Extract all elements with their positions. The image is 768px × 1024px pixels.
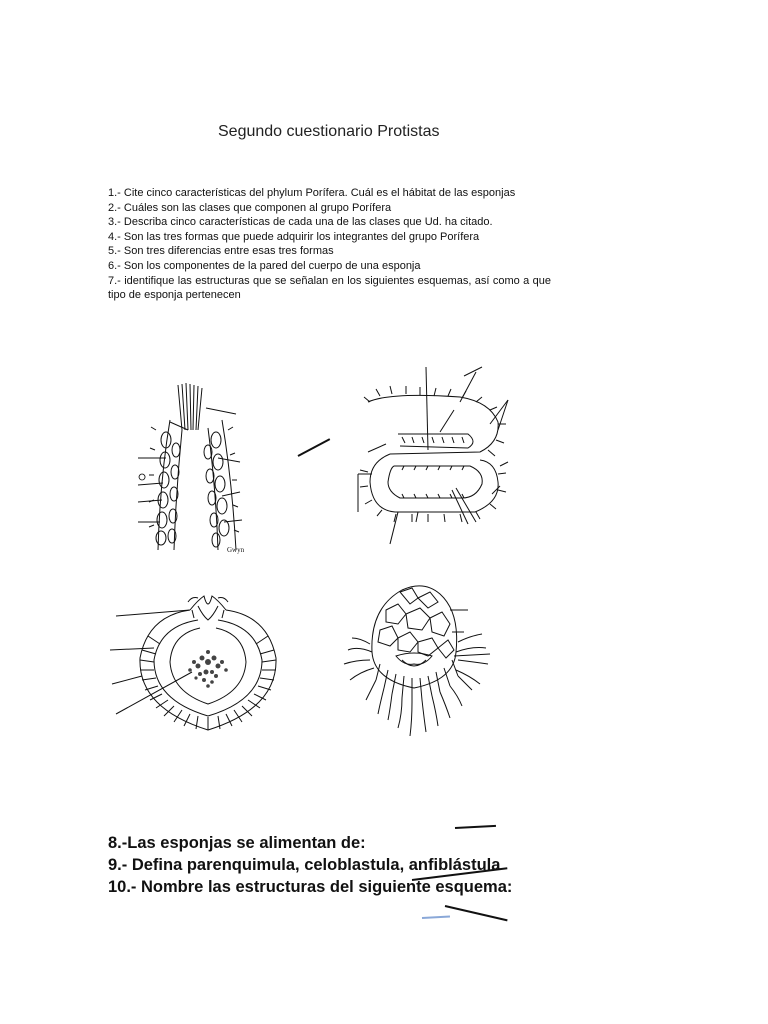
figure-signature: Gwyn	[227, 546, 245, 554]
pen-stroke	[298, 438, 331, 457]
sponge-section-figure	[130, 380, 250, 560]
question-3: 3.- Describa cinco características de cada una de las clases que Ud. ha citado.	[108, 216, 493, 229]
page-title: Segundo cuestionario Protistas	[218, 123, 440, 140]
pen-stroke	[445, 905, 508, 921]
question-9: 9.- Defina parenquimula, celoblastula, anfiblástula	[108, 856, 501, 874]
question-2: 2.- Cuáles son las clases que componen al grupo Porífera	[108, 201, 392, 214]
question-8: 8.-Las esponjas se alimentan de:	[108, 834, 366, 852]
question-5: 5.- Son tres diferencias entre esas tres formas	[108, 245, 334, 258]
larva-figure	[340, 580, 495, 740]
question-10: 10.- Nombre las estructuras del siguiente esquema:	[108, 878, 513, 896]
question-list	[108, 186, 551, 303]
question-1: 1.- Cite cinco características del phylum Porífera. Cuál es el hábitat de las esponjas	[108, 187, 516, 199]
sponge-body-wall-figure	[350, 362, 525, 552]
question-4: 4.- Son las tres formas que puede adquirir los integrantes del grupo Porífera	[108, 230, 480, 243]
gemmule-figure	[108, 588, 303, 738]
question-6: 6.- Son los componentes de la pared del cuerpo de una esponja	[108, 259, 421, 272]
pen-stroke	[455, 825, 496, 829]
pen-stroke	[422, 916, 450, 919]
question-7: 7.- identifique las estructuras que se señalan en los siguientes esquemas, así como a que tipo de esponja pertenecen	[108, 274, 551, 302]
